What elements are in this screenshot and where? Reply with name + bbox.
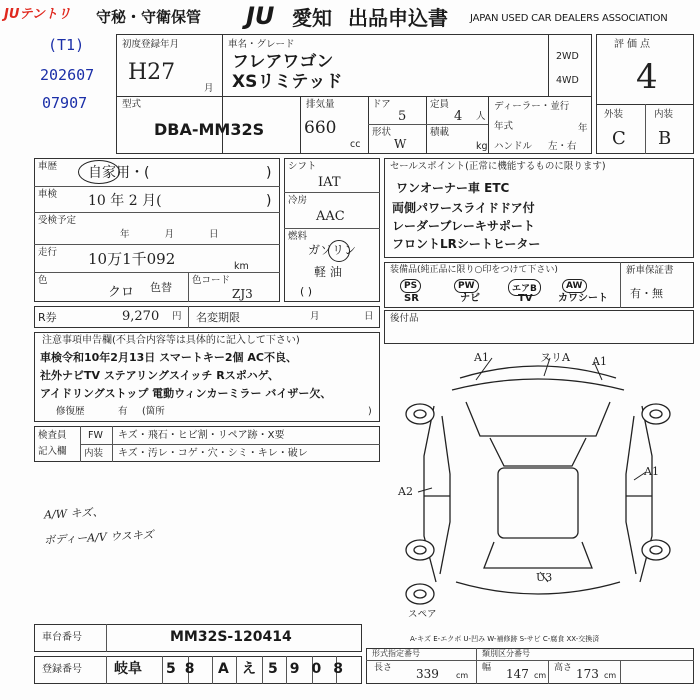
- mileage-unit: km: [234, 261, 249, 272]
- interior-value: B: [658, 128, 672, 149]
- height-value: 173: [576, 667, 599, 681]
- repair-label: 修復歴: [56, 406, 85, 417]
- vehicle-name-label: 車名・グレード: [228, 39, 295, 50]
- shape-value: W: [394, 137, 407, 151]
- chassis-value: MM32S-120414: [170, 629, 292, 645]
- fuel-label: 燃料: [288, 231, 308, 242]
- width-value: 147: [506, 667, 529, 681]
- usage-label: 車歴: [38, 161, 58, 172]
- cert-value: 年 月 日: [120, 229, 235, 240]
- doors-label: ドア: [372, 99, 391, 110]
- load-unit: kg: [476, 141, 488, 152]
- inspector-label-1: 検査員: [38, 430, 67, 441]
- shift-label: シフト: [288, 161, 317, 172]
- name-change-month: 月: [310, 311, 320, 322]
- usage-value: 自家用・(: [88, 165, 150, 181]
- color-label: 色: [38, 275, 48, 286]
- equipment-label: 装備品(純正品に限り○印をつけて下さい): [390, 265, 558, 275]
- interior-check-text: キズ・汚レ・コゲ・穴・シミ・キレ・破レ: [118, 448, 308, 459]
- equip-sr: SR: [404, 293, 419, 304]
- plate-class: 58: [166, 661, 204, 677]
- exterior-label: 外装: [604, 109, 624, 120]
- fuel-other: ( ): [300, 285, 313, 298]
- length-label: 長さ: [374, 663, 393, 673]
- post-equipment-block: [384, 310, 694, 344]
- repair-close: ): [368, 406, 372, 417]
- usage-close: ): [266, 165, 272, 181]
- equip-navi: ナビ: [460, 293, 480, 304]
- damage-mark-bottom: U3: [536, 571, 553, 584]
- mileage-label: 走行: [38, 247, 58, 258]
- ac-label: 冷房: [288, 195, 308, 206]
- post-equipment-label: 後付品: [390, 313, 419, 324]
- plate-number: 5908: [268, 661, 355, 677]
- lot-id-line3: 07907: [42, 94, 88, 112]
- damage-mark-top-right: A1: [592, 355, 607, 368]
- exterior-value: C: [612, 128, 626, 149]
- height-unit: cm: [604, 671, 617, 680]
- fuel-diesel: 軽 油: [314, 265, 342, 279]
- capacity-label: 定員: [430, 99, 450, 110]
- vehicle-name-line2: XSリミテッド: [232, 72, 343, 92]
- shape-label: 形状: [372, 127, 392, 138]
- repair-part: (箇所: [142, 406, 165, 417]
- load-label: 積載: [430, 127, 450, 138]
- shift-value: IAT: [318, 175, 341, 190]
- site-logo: JUテントリ: [4, 7, 71, 22]
- width-label: 幅: [482, 663, 492, 673]
- vehicle-name-line1: フレアワゴン: [232, 52, 334, 72]
- plate-hiragana: え: [242, 661, 256, 677]
- title-main: 出品申込書: [348, 6, 448, 30]
- spare-label: スペア: [408, 609, 437, 620]
- first-reg-month: 月: [204, 83, 214, 94]
- repair-value: 有: [118, 406, 128, 417]
- r-unit: 円: [172, 311, 182, 322]
- selling-point-2: 両側パワースライドドア付: [392, 201, 535, 215]
- inspector-label-2: 記入欄: [38, 446, 67, 457]
- damage-mark-right: A1: [644, 465, 659, 478]
- inspector-comment-2: ボディーA/V ウスキズ: [43, 528, 154, 547]
- score-label: 評価点: [614, 39, 653, 50]
- name-change-day: 日: [364, 311, 374, 322]
- length-value: 339: [416, 667, 439, 681]
- privacy-note: 守秘・守衛保管: [96, 8, 202, 26]
- displacement-label: 排気量: [306, 99, 335, 110]
- equip-tv: TV: [518, 293, 533, 304]
- fw-label: FW: [88, 430, 103, 441]
- equip-airbag: エアB: [508, 279, 541, 296]
- equip-aw: AW: [562, 279, 587, 293]
- equip-leather: カワシート: [558, 293, 608, 304]
- inspection-label: 車検: [38, 189, 58, 200]
- r-label: R券: [38, 311, 57, 324]
- selling-point-1: ワンオーナー車 ETC: [396, 181, 510, 195]
- damage-mark-top-center: ヌリA: [540, 351, 570, 364]
- capacity-value: 4: [454, 109, 463, 124]
- cert-label: 受検予定: [38, 215, 77, 226]
- color-value: クロ: [108, 285, 135, 300]
- color-code-value: ZJ3: [232, 287, 253, 301]
- interior-label: 内装: [654, 109, 674, 120]
- doors-value: 5: [398, 109, 407, 124]
- dealer-label: ディーラー・並行: [494, 101, 570, 112]
- dims-header: 形式指定番号: [372, 649, 420, 658]
- handle-value: 左・右: [548, 141, 577, 152]
- displacement-unit: cc: [350, 139, 361, 150]
- selling-points-label: セールスポイント(正常に機能するものに限ります): [390, 161, 606, 172]
- fuel-value: ガソリン: [308, 243, 357, 257]
- notes-label: 注意事項申告欄(不具合内容等は具体的に記入して下さい): [42, 335, 300, 346]
- lot-id-line1: (T1): [48, 36, 85, 54]
- lot-id-line2: 202607: [40, 66, 95, 84]
- r-value: 9,270: [122, 309, 160, 324]
- model-value: DBA-MM32S: [154, 120, 265, 139]
- drive-2wd: 2WD: [556, 51, 579, 62]
- width-unit: cm: [534, 671, 547, 680]
- handle-label: ハンドル: [494, 141, 533, 152]
- color-change: 色替: [150, 281, 172, 294]
- displacement-value: 660: [304, 118, 337, 138]
- selling-point-3: レーダーブレーキサポート: [392, 219, 535, 233]
- notes-line-3: アイドリングストップ 電動ウィンカーミラー バイザー欠、: [40, 387, 332, 400]
- notes-line-1: 車検令和10年2月13日 スマートキー2個 AC不良、: [40, 351, 297, 364]
- lot-id-box: [6, 30, 112, 116]
- length-unit: cm: [456, 671, 469, 680]
- inspector-comment-1: A/W キズ、: [43, 505, 104, 522]
- score-value: 4: [636, 57, 658, 97]
- title-region: 愛知: [292, 6, 332, 30]
- name-change-label: 名変期限: [196, 311, 240, 324]
- plate-region: 岐阜: [114, 661, 142, 677]
- new-warranty-value: 有・無: [630, 287, 663, 300]
- color-code-label: 色コード: [192, 275, 231, 286]
- model-label: 型式: [122, 99, 142, 110]
- drive-4wd: 4WD: [556, 75, 579, 86]
- mileage-value: 10万1千092: [88, 250, 176, 268]
- equip-ps: PS: [400, 279, 421, 293]
- dims-class-label: 類別区分番号: [482, 649, 530, 658]
- damage-mark-top-left: A1: [474, 351, 489, 364]
- chassis-label: 車台番号: [42, 632, 82, 643]
- notes-line-2: 社外ナビTV ステアリングスイッチ Rスポハゲ、: [40, 369, 279, 382]
- first-reg-label: 初度登録年月: [122, 39, 180, 50]
- fw-text: キズ・飛石・ヒビ割・リペア跡・X要: [118, 430, 285, 441]
- capacity-unit: 人: [476, 111, 486, 122]
- equip-pw: PW: [454, 279, 479, 293]
- inspection-value: 10 年 2 月(: [88, 193, 162, 209]
- first-reg-value: H27: [128, 60, 176, 85]
- selling-point-4: フロントLRシートヒーター: [392, 237, 541, 251]
- plate-kana: A: [218, 661, 229, 677]
- damage-mark-left: A2: [398, 485, 413, 498]
- year-label: 年式: [494, 121, 514, 132]
- plate-label: 登録番号: [42, 664, 82, 675]
- ac-value: AAC: [316, 209, 345, 224]
- ju-logo: JU: [246, 2, 275, 30]
- inspection-close: ): [266, 193, 272, 209]
- damage-legend: A-キズ E-エクボ U-凹み W-補修跡 S-サビ C-腐食 XX-交換済: [410, 635, 600, 643]
- new-warranty-label: 新車保証書: [626, 265, 674, 276]
- title-english: JAPAN USED CAR DEALERS ASSOCIATION: [470, 13, 668, 24]
- year-unit: 年: [578, 123, 588, 134]
- interior-check-label: 内装: [84, 448, 104, 459]
- height-label: 高さ: [554, 663, 573, 673]
